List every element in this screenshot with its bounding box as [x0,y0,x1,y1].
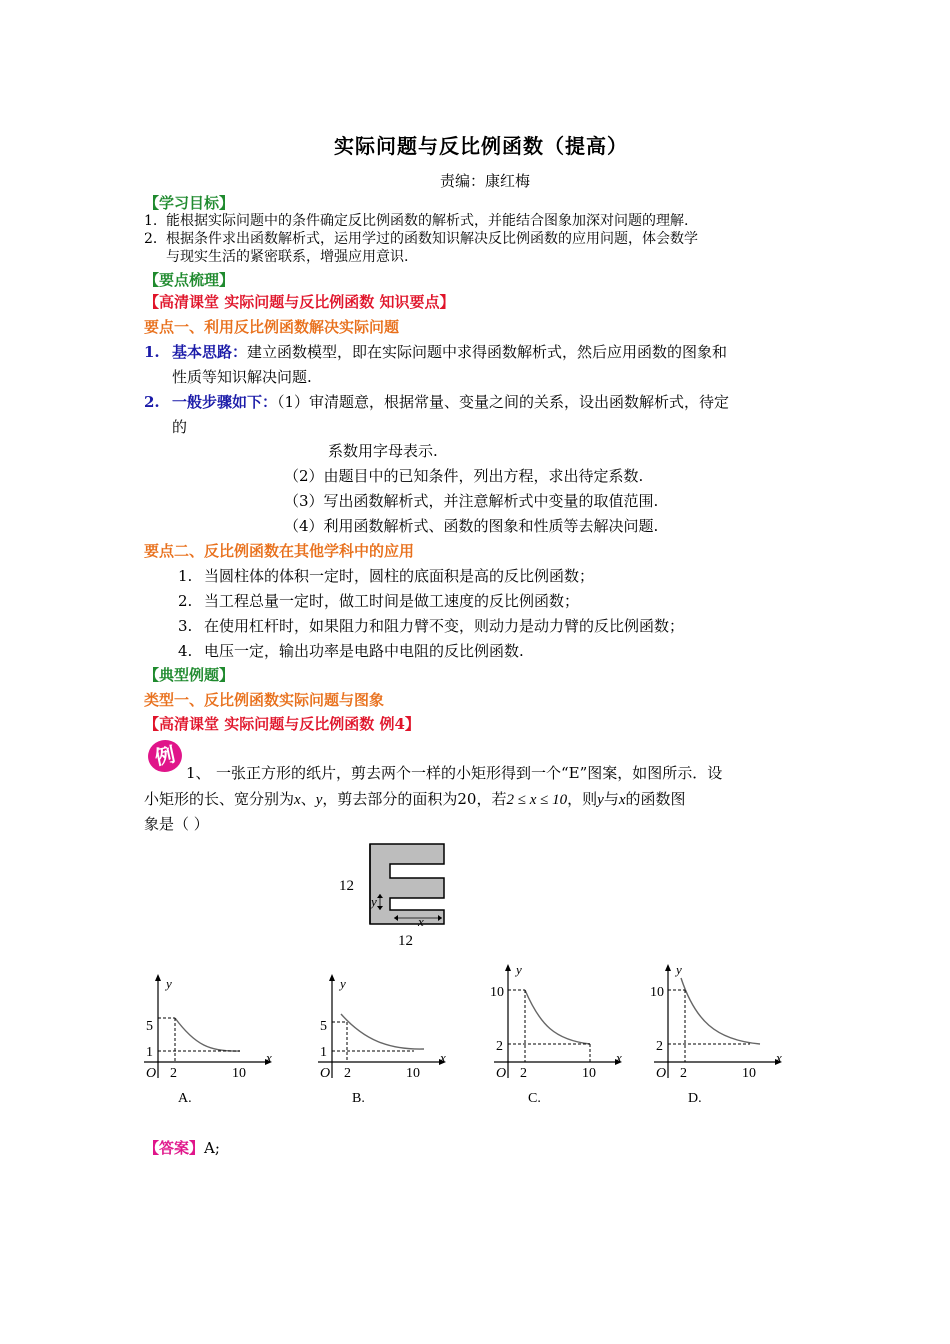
goal-text: 根据条件求出函数解析式，运用学过的函数知识解决反比例函数的应用问题，体会数学 [166,231,698,247]
y-low-label: 1 [320,1045,327,1060]
page-title: 实际问题与反比例函数（提高） [334,134,628,158]
problem-line-2 [144,788,686,809]
x-end-label: 10 [406,1066,420,1081]
point2-item-1 [178,565,594,586]
option-b-curve [341,1014,424,1049]
y-low-label: 1 [146,1045,153,1060]
item-text: （1）审清题意，根据常量、变量之间的关系，设出函数解析式，待定 [277,393,730,411]
point1-item2 [144,391,729,412]
badge-text: 例 [153,744,178,770]
answer-line [144,1137,220,1158]
var-x: x [618,792,626,808]
step-3: （3）写出函数解析式，并注意解析式中变量的取值范围. [284,492,659,510]
item-label: 一般步骤如下： [172,393,278,411]
problem-text: ，剪去部分的面积为 [322,790,458,808]
problem-text: ，则 [567,790,598,808]
editor-credit: 责编：康红梅 [440,172,531,190]
point1-item1 [144,341,727,362]
y-top-label: 10 [490,985,504,1000]
option-d-curve [681,978,760,1044]
option-label: A. [178,1091,192,1106]
point2-item-3 [178,615,684,636]
item-number: 2. [178,592,193,610]
option-d-graph[interactable] [650,962,782,1106]
option-label: C. [528,1091,541,1106]
problem-number: 1、 [186,764,211,782]
goal-item-2 [144,231,698,248]
var-y: y [597,792,604,808]
y-axis-label: y [166,976,172,991]
point2-heading: 要点二、反比例函数在其他学科中的应用 [144,542,415,560]
goal-number: 1. [144,213,158,229]
y-axis-label: y [516,962,522,977]
e-shape [370,844,444,924]
point2-item-4 [178,640,524,661]
var-x: x [294,792,301,808]
problem-text: 一张正方形的纸片，剪去两个一样的小矩形得到一个“E”图案，如图所示．设 [216,764,723,782]
e-y-label: y [371,894,377,909]
e-shape-figure [330,840,460,952]
option-b-graph[interactable] [318,974,446,1106]
key-points-heading: 【要点梳理】 [144,271,235,289]
x-start-label: 2 [680,1066,687,1081]
x-axis-label: x [616,1050,622,1065]
course-link-example[interactable]: 【高清课堂 实际问题与反比例函数 例4】 [144,715,420,733]
y-top-label: 5 [146,1019,153,1034]
option-label: D. [688,1091,702,1106]
option-a-graph[interactable] [144,974,272,1106]
point1-item1-cont: 性质等知识解决问题. [172,368,312,386]
problem-text: 与 [603,790,619,808]
x-end-label: 10 [582,1066,596,1081]
problem-line-1 [186,762,722,783]
goal-item-1 [144,213,688,230]
e-x-label: x [418,914,424,929]
course-link-knowledge[interactable]: 【高清课堂 实际问题与反比例函数 知识要点】 [144,293,455,311]
item-number: 1. [178,567,193,585]
y-top-label: 10 [650,985,664,1000]
origin-label: O [656,1066,667,1081]
problem-text: ，若 [476,790,507,808]
e-left-label: 12 [339,878,354,894]
origin-label: O [320,1066,331,1081]
x-axis-label: x [440,1050,446,1065]
point2-item-2 [178,590,579,611]
option-c-graph[interactable] [490,962,622,1106]
item-number: 4. [178,642,193,660]
y-low-label: 2 [496,1039,503,1054]
options-graphs [140,960,820,1110]
x-axis-label: x [266,1050,272,1065]
step-4: （4）利用函数解析式、函数的图象和性质等去解决问题. [284,517,659,535]
y-axis-label: y [340,976,346,991]
item-number: 2. [144,393,160,411]
y-top-label: 5 [320,1019,327,1034]
area-value: 20 [457,790,477,808]
x-end-label: 10 [742,1066,756,1081]
example-badge [146,738,184,774]
origin-label: O [496,1066,507,1081]
x-start-label: 2 [170,1066,177,1081]
item-text: 当工程总量一定时，做工时间是做工速度的反比例函数； [204,592,580,610]
step-1-cont: 系数用字母表示. [328,442,438,460]
x-start-label: 2 [344,1066,351,1081]
goal-text: 能根据实际问题中的条件确定反比例函数的解析式，并能结合图象加深对问题的理解. [166,213,689,229]
var-y: y [315,792,323,808]
e-bottom-label: 12 [398,933,413,949]
option-a-curve [175,1018,240,1051]
problem-text: 小矩形的长、宽分别为 [144,790,295,808]
option-label: B. [352,1091,365,1106]
answer-label: 【答案】 [144,1139,205,1157]
item-number: 3. [178,617,193,635]
goal-item-2-cont: 与现实生活的紧密联系，增强应用意识. [166,249,409,265]
y-low-label: 2 [656,1039,663,1054]
point1-item2-cont: 的 [172,418,188,436]
option-c-curve [525,990,590,1044]
problem-text: 、 [300,790,316,808]
problem-text: 的函数图 [625,790,686,808]
item-text: 电压一定，输出功率是电路中电阻的反比例函数. [204,642,524,660]
x-axis-label: x [776,1050,782,1065]
type1-heading: 类型一、反比例函数实际问题与图象 [144,691,385,709]
range-condition: 2 ≤ x ≤ 10 [506,792,568,808]
origin-label: O [146,1066,157,1081]
y-axis-label: y [676,962,682,977]
item-text: 当圆柱体的体积一定时，圆柱的底面积是高的反比例函数； [204,567,595,585]
item-number: 1. [144,343,160,361]
goal-number: 2． [144,231,167,247]
x-start-label: 2 [520,1066,527,1081]
item-text: 建立函数模型，即在实际问题中求得函数解析式，然后应用函数的图象和 [247,343,728,361]
problem-line-3: 象是（ ） [144,815,209,833]
examples-heading: 【典型例题】 [144,666,235,684]
answer-value: A; [204,1139,220,1157]
item-text: 在使用杠杆时，如果阻力和阻力臂不变，则动力是动力臂的反比例函数； [204,617,685,635]
item-label: 基本思路： [172,343,248,361]
step-2: （2）由题目中的已知条件，列出方程，求出待定系数. [284,467,644,485]
learning-goals-heading: 【学习目标】 [144,194,235,212]
x-end-label: 10 [232,1066,246,1081]
point1-heading: 要点一、利用反比例函数解决实际问题 [144,318,400,336]
